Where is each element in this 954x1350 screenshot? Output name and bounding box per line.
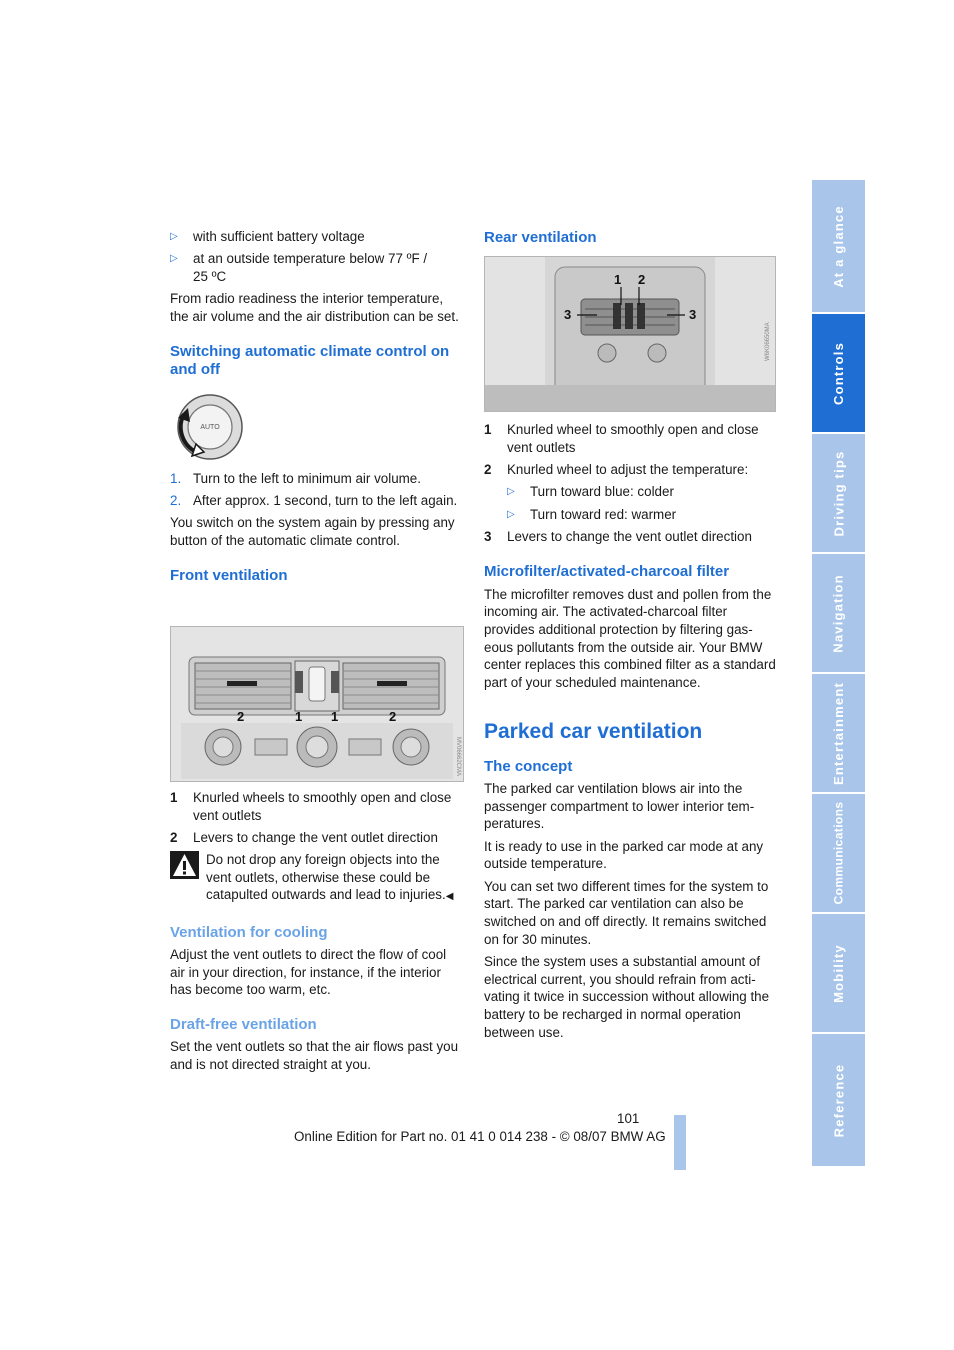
cooling-paragraph: Adjust the vent outlets to direct the flow of cool air in your direction, for instance, if the interior has become too warm, etc. <box>170 947 447 998</box>
microfilter-paragraph: The microfilter removes dust and pollen from the incoming air. The activated-charcoal filter provides additional protection by filtering gaseous pollutants from the outside air. Your BMW center replaces this combined filter as a standard part of your scheduled maintenance. <box>484 586 776 691</box>
knob-label: AUTO <box>200 423 220 431</box>
rear-item-1: 1 Knurled wheel to smoothly open and close vent outlets <box>484 422 759 455</box>
front-ventilation-heading: Front ventilation <box>170 566 288 584</box>
climate-knob-illustration <box>170 392 246 462</box>
rear-ventilation-figure <box>484 256 776 412</box>
front-label-2a: 2 <box>237 709 245 724</box>
rear-figure-code: W6K06650MA <box>765 322 771 361</box>
tab-entertainment[interactable]: Entertainment <box>812 674 865 792</box>
bullet-battery: ▷ with sufficient battery voltage <box>170 228 462 246</box>
end-mark: ◀ <box>445 891 454 903</box>
intro-paragraph: From radio readiness the interior temperature, the air volume and the air distribution can be set. <box>170 291 459 324</box>
front-label-1a: 1 <box>295 709 303 724</box>
front-ventilation-figure <box>170 626 464 782</box>
bullet-temperature: ▷ at an outside temperature below 77 ºF / 25 ºC <box>170 250 462 285</box>
step-1: 1. Turn to the left to minimum air volume. <box>170 470 421 486</box>
tab-at-a-glance[interactable]: At a glance <box>812 180 865 312</box>
rear-label-3b: 3 <box>689 307 697 322</box>
right-column-top <box>484 228 776 247</box>
page-number: 101 <box>617 1111 640 1126</box>
front-label-2b: 2 <box>389 709 397 724</box>
draft-free-heading: Draft-free ventilation <box>170 1016 317 1034</box>
rear-item-3: 3 Levers to change the vent outlet direction <box>484 528 752 544</box>
concept-paragraph-1: The parked car ventilation blows air into the passenger compartment to lower interior temperatures. <box>484 780 755 832</box>
concept-paragraph-4: Since the system uses a substantial amount of electrical current, you should refrain from activating it twice in succession without allowing the battery to be recharged in normal operation between use. <box>484 953 770 1040</box>
cooling-heading: Ventilation for cooling <box>170 924 328 942</box>
switch-again-paragraph: You switch on the system again by pressing any button of the automatic climate control. <box>170 515 455 548</box>
left-column <box>170 228 462 585</box>
draft-free-paragraph: Set the vent outlets so that the air flows past you and is not directed straight at you. <box>170 1039 459 1072</box>
tab-mobility[interactable]: Mobility <box>812 914 865 1032</box>
concept-heading: The concept <box>484 757 573 775</box>
front-item-1: 1 Knurled wheels to smoothly open and close vent outlets <box>170 790 452 823</box>
tab-reference[interactable]: Reference <box>812 1034 865 1166</box>
warning-icon <box>170 851 199 879</box>
footer-marker-bar <box>674 1115 686 1170</box>
tab-communications[interactable]: Communications <box>812 794 865 912</box>
rear-label-1: 1 <box>614 272 622 287</box>
step-2: 2. After approx. 1 second, turn to the left again. <box>170 493 458 508</box>
rear-ventilation-heading: Rear ventilation <box>484 229 597 246</box>
tab-driving-tips[interactable]: Driving tips <box>812 434 865 552</box>
right-column <box>484 421 776 1046</box>
sub-warmer: ▷ Turn toward red: warmer <box>507 506 776 524</box>
rear-label-2: 2 <box>638 272 646 287</box>
front-item-2: 2 Levers to change the vent outlet direction <box>170 830 438 845</box>
warning-note <box>170 851 462 906</box>
edition-footer: Online Edition for Part no. 01 41 0 014 238 - © 08/07 BMW AG <box>294 1129 666 1144</box>
microfilter-heading: Microfilter/activated-charcoal filter <box>484 562 730 580</box>
rear-label-3a: 3 <box>564 307 572 322</box>
parked-car-heading: Parked car ventilation <box>484 719 703 743</box>
sub-colder: ▷ Turn toward blue: colder <box>507 483 776 501</box>
tab-controls[interactable]: Controls <box>812 314 865 432</box>
tab-navigation[interactable]: Navigation <box>812 554 865 672</box>
front-figure-code: MV06662CMA <box>455 737 461 777</box>
front-label-1b: 1 <box>331 709 339 724</box>
concept-paragraph-3: You can set two different times for the system to start. The parked car ventilation can also be switched on and off directly. It remains switched on for 30 minutes. <box>484 878 769 947</box>
switching-heading: Switching automatic climate control on and off <box>170 342 450 378</box>
concept-paragraph-2: It is ready to use in the parked car mode at any outside temperature. <box>484 838 764 872</box>
rear-item-2-subitems <box>484 483 776 523</box>
warning-text: Do not drop any foreign objects into the vent outlets, otherwise these could be catapulted outwards and lead to injuries. <box>206 851 446 903</box>
rear-item-2: 2 Knurled wheel to adjust the temperature: <box>484 462 749 477</box>
left-column-lower <box>170 789 462 1078</box>
